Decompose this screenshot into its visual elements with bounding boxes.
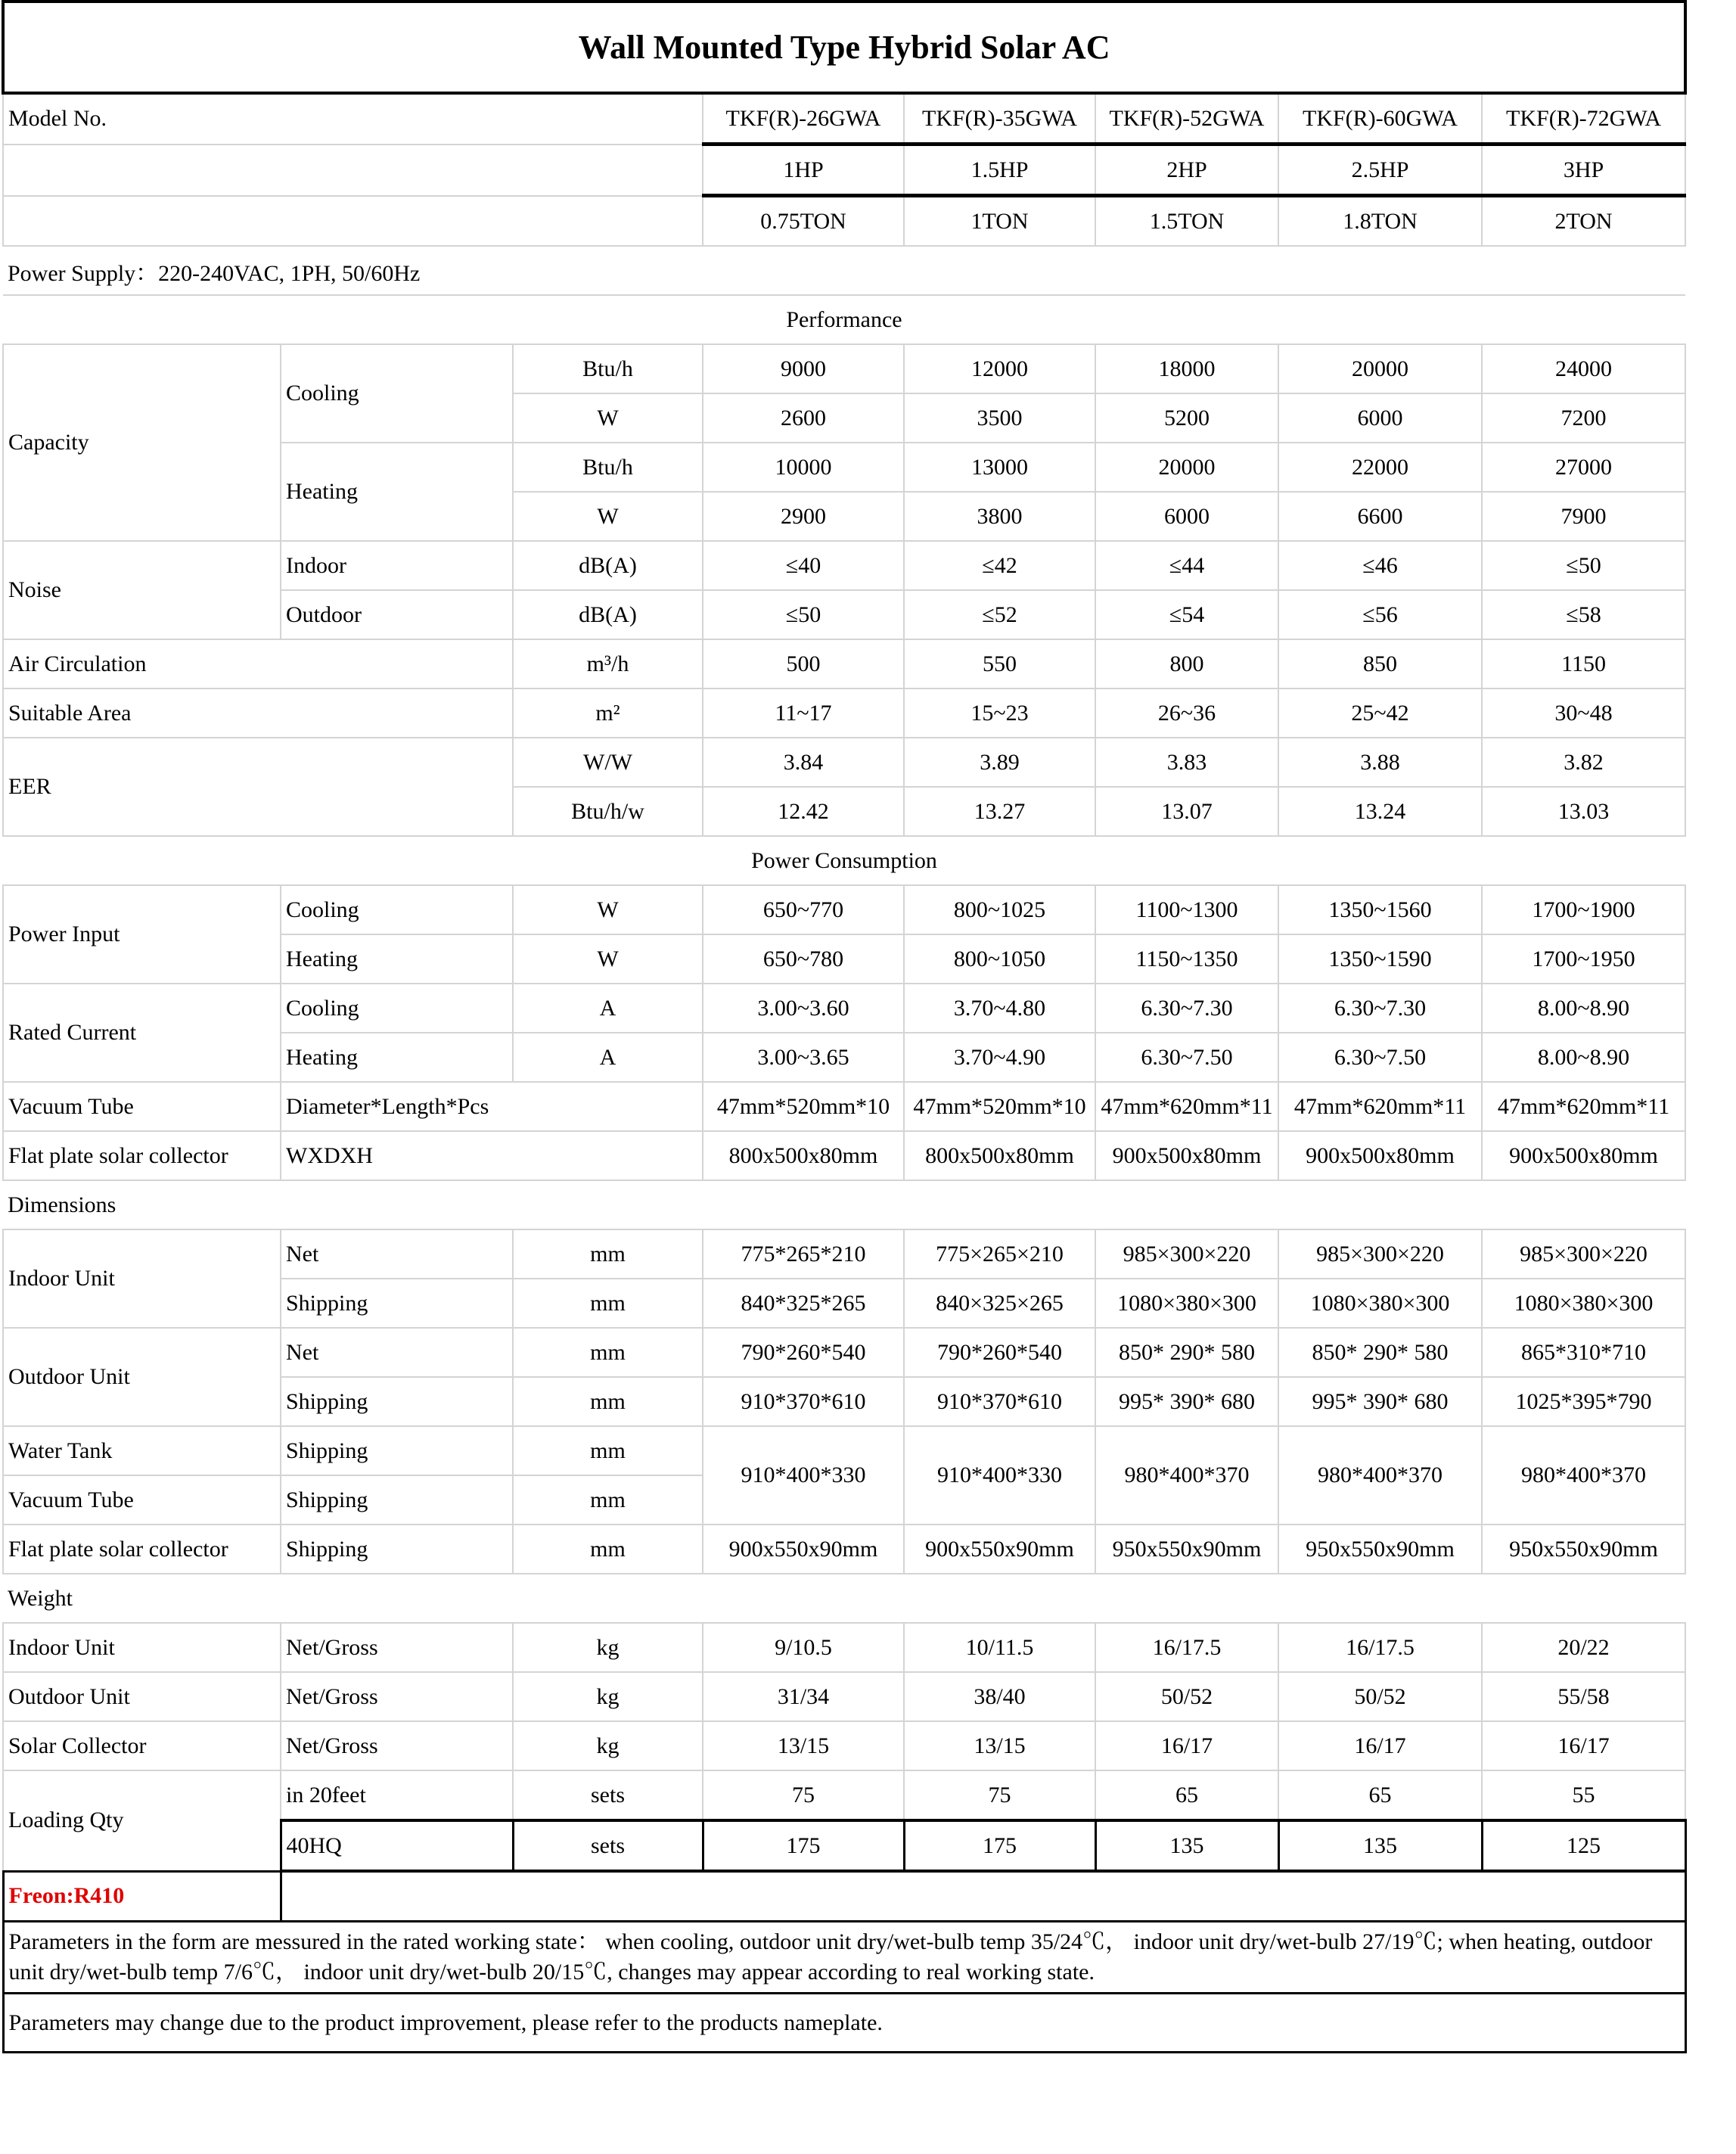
value-cell: 900x500x80mm [1278, 1131, 1482, 1180]
value-cell: 26~36 [1095, 688, 1278, 738]
row-label: Suitable Area [3, 688, 513, 738]
tonnage: 1.5TON [1095, 196, 1278, 247]
value-cell: 3.70~4.90 [904, 1033, 1095, 1082]
value-cell: 980*400*370 [1278, 1426, 1482, 1525]
value-cell: 3.82 [1482, 738, 1685, 787]
table-row [3, 1525, 1685, 1574]
value-cell: ≤50 [1482, 541, 1685, 590]
row-label: Solar Collector [3, 1721, 281, 1770]
footnote: Parameters in the form are messured in the rated working state： when cooling, outdoor unit dry/wet-bulb temp 35/24℃， indoor unit dry/wet-bulb 27/19℃; when heating, outdoor unit dry/wet-bulb temp 7/6℃， indoor unit dry/wet-bulb 20/15℃, changes may appear according to real working state. [3, 1922, 1685, 1994]
value-cell: 995* 390* 680 [1278, 1377, 1482, 1426]
value-cell: 27000 [1482, 443, 1685, 492]
value-cell: 16/17 [1278, 1721, 1482, 1770]
row-label: Power Input [3, 885, 281, 984]
unit: W [513, 885, 703, 934]
value-cell: 9000 [703, 344, 904, 393]
value-cell: 910*370*610 [904, 1377, 1095, 1426]
section-performance: Performance [3, 295, 1685, 344]
tonnage: 0.75TON [703, 196, 904, 247]
row-sublabel: Shipping [281, 1525, 513, 1574]
value-cell: ≤40 [703, 541, 904, 590]
row-sublabel: in 20feet [281, 1770, 513, 1820]
value-cell: 910*400*330 [904, 1426, 1095, 1525]
value-cell: 16/17.5 [1095, 1623, 1278, 1672]
power-supply: Power Supply：220-240VAC, 1PH, 50/60Hz [3, 246, 1685, 295]
value-cell: 55 [1482, 1770, 1685, 1820]
table-row [3, 885, 1685, 934]
table-row [3, 639, 1685, 688]
value-cell: 6000 [1095, 492, 1278, 541]
value-cell: 3500 [904, 393, 1095, 443]
value-cell: 30~48 [1482, 688, 1685, 738]
value-cell: 13/15 [904, 1721, 1095, 1770]
table-row [3, 1871, 1685, 1922]
value-cell: 65 [1095, 1770, 1278, 1820]
value-cell: 15~23 [904, 688, 1095, 738]
value-cell: 790*260*540 [904, 1328, 1095, 1377]
value-cell: 1700~1900 [1482, 885, 1685, 934]
unit: Btu/h [513, 344, 703, 393]
unit: sets [513, 1770, 703, 1820]
value-cell: 3800 [904, 492, 1095, 541]
value-cell: 135 [1095, 1820, 1278, 1871]
value-cell: 22000 [1278, 443, 1482, 492]
value-cell: 125 [1482, 1820, 1685, 1871]
row-label: Capacity [3, 344, 281, 541]
value-cell: 790*260*540 [703, 1328, 904, 1377]
value-cell: 25~42 [1278, 688, 1482, 738]
value-cell: 650~770 [703, 885, 904, 934]
value-cell: 980*400*370 [1095, 1426, 1278, 1525]
unit: A [513, 984, 703, 1033]
value-cell: 20000 [1095, 443, 1278, 492]
row-label: Indoor Unit [3, 1623, 281, 1672]
value-cell: 13/15 [703, 1721, 904, 1770]
value-cell: 985×300×220 [1482, 1229, 1685, 1279]
row-sublabel: WXDXH [281, 1131, 703, 1180]
value-cell: 7200 [1482, 393, 1685, 443]
value-cell: 3.89 [904, 738, 1095, 787]
row-sublabel: Shipping [281, 1279, 513, 1328]
unit: A [513, 1033, 703, 1082]
unit: sets [513, 1820, 703, 1871]
value-cell: 1080×380×300 [1278, 1279, 1482, 1328]
unit: Btu/h/w [513, 787, 703, 836]
value-cell: 13000 [904, 443, 1095, 492]
value-cell: 1100~1300 [1095, 885, 1278, 934]
value-cell: 3.83 [1095, 738, 1278, 787]
value-cell: 47mm*620mm*11 [1095, 1082, 1278, 1131]
value-cell: 6.30~7.50 [1095, 1033, 1278, 1082]
table-row [3, 1672, 1685, 1721]
unit: kg [513, 1672, 703, 1721]
row-sublabel: Net [281, 1229, 513, 1279]
row-label: Loading Qty [3, 1770, 281, 1871]
row-sublabel: Net/Gross [281, 1672, 513, 1721]
value-cell: 6.30~7.30 [1278, 984, 1482, 1033]
value-cell: ≤52 [904, 590, 1095, 639]
table-row [3, 145, 1685, 196]
value-cell: 900x550x90mm [904, 1525, 1095, 1574]
value-cell: 13.24 [1278, 787, 1482, 836]
row-label: Water Tank [3, 1426, 281, 1475]
value-cell: 5200 [1095, 393, 1278, 443]
value-cell: 6.30~7.30 [1095, 984, 1278, 1033]
tonnage: 1TON [904, 196, 1095, 247]
value-cell: 775×265×210 [904, 1229, 1095, 1279]
value-cell: 175 [703, 1820, 904, 1871]
value-cell: 800~1050 [904, 934, 1095, 984]
value-cell: 650~780 [703, 934, 904, 984]
value-cell: 10/11.5 [904, 1623, 1095, 1672]
value-cell: 3.00~3.65 [703, 1033, 904, 1082]
row-label: EER [3, 738, 513, 836]
table-row [3, 1082, 1685, 1131]
value-cell: ≤54 [1095, 590, 1278, 639]
row-sublabel: Net/Gross [281, 1721, 513, 1770]
value-cell: 175 [904, 1820, 1095, 1871]
row-sublabel: Heating [281, 1033, 513, 1082]
value-cell: 800x500x80mm [703, 1131, 904, 1180]
row-sublabel: 40HQ [281, 1820, 513, 1871]
empty-cell [3, 145, 703, 196]
value-cell: 16/17 [1482, 1721, 1685, 1770]
value-cell: ≤56 [1278, 590, 1482, 639]
row-sublabel: Outdoor [281, 590, 513, 639]
value-cell: 2600 [703, 393, 904, 443]
row-sublabel: Shipping [281, 1475, 513, 1525]
value-cell: 9/10.5 [703, 1623, 904, 1672]
value-cell: 50/52 [1278, 1672, 1482, 1721]
row-label: Flat plate solar collector [3, 1525, 281, 1574]
value-cell: 900x500x80mm [1095, 1131, 1278, 1180]
unit: dB(A) [513, 590, 703, 639]
tonnage: 1.8TON [1278, 196, 1482, 247]
model-name: TKF(R)-72GWA [1482, 93, 1685, 145]
value-cell: 31/34 [703, 1672, 904, 1721]
unit: W [513, 492, 703, 541]
horsepower: 2HP [1095, 145, 1278, 196]
value-cell: 550 [904, 639, 1095, 688]
horsepower: 1.5HP [904, 145, 1095, 196]
value-cell: 11~17 [703, 688, 904, 738]
unit: mm [513, 1426, 703, 1475]
row-sublabel: Cooling [281, 885, 513, 934]
unit: mm [513, 1475, 703, 1525]
horsepower: 3HP [1482, 145, 1685, 196]
unit: mm [513, 1229, 703, 1279]
value-cell: 12.42 [703, 787, 904, 836]
value-cell: 16/17.5 [1278, 1623, 1482, 1672]
value-cell: 3.00~3.60 [703, 984, 904, 1033]
row-sublabel: Shipping [281, 1426, 513, 1475]
footnote: Parameters may change due to the product improvement, please refer to the products nameplate. [3, 1994, 1685, 2053]
unit: mm [513, 1279, 703, 1328]
unit: dB(A) [513, 541, 703, 590]
row-label: Air Circulation [3, 639, 513, 688]
table-row [3, 1574, 1685, 1623]
row-sublabel: Shipping [281, 1377, 513, 1426]
value-cell: 47mm*620mm*11 [1278, 1082, 1482, 1131]
value-cell: 10000 [703, 443, 904, 492]
value-cell: 1350~1560 [1278, 885, 1482, 934]
row-label: Outdoor Unit [3, 1672, 281, 1721]
value-cell: 65 [1278, 1770, 1482, 1820]
value-cell: 1150~1350 [1095, 934, 1278, 984]
value-cell: 47mm*620mm*11 [1482, 1082, 1685, 1131]
table-row [3, 93, 1685, 145]
table-row [3, 344, 1685, 393]
table-row [3, 1922, 1685, 1994]
value-cell: 1025*395*790 [1482, 1377, 1685, 1426]
value-cell: 865*310*710 [1482, 1328, 1685, 1377]
value-cell: 6600 [1278, 492, 1482, 541]
row-sublabel: Diameter*Length*Pcs [281, 1082, 703, 1131]
value-cell: 775*265*210 [703, 1229, 904, 1279]
value-cell: 950x550x90mm [1278, 1525, 1482, 1574]
value-cell: 20000 [1278, 344, 1482, 393]
row-label: Vacuum Tube [3, 1082, 281, 1131]
value-cell: 8.00~8.90 [1482, 1033, 1685, 1082]
value-cell: 950x550x90mm [1095, 1525, 1278, 1574]
value-cell: 50/52 [1095, 1672, 1278, 1721]
unit: W/W [513, 738, 703, 787]
unit: Btu/h [513, 443, 703, 492]
table-row [3, 196, 1685, 247]
value-cell: 20/22 [1482, 1623, 1685, 1672]
spec-table [2, 0, 1687, 2053]
section-power-consumption: Power Consumption [3, 836, 1685, 885]
value-cell: 985×300×220 [1095, 1229, 1278, 1279]
value-cell: 980*400*370 [1482, 1426, 1685, 1525]
value-cell: 800x500x80mm [904, 1131, 1095, 1180]
freon-label: Freon:R410 [3, 1871, 281, 1922]
section-weight: Weight [3, 1574, 1685, 1623]
value-cell: 1080×380×300 [1095, 1279, 1278, 1328]
table-row [3, 836, 1685, 885]
unit: m³/h [513, 639, 703, 688]
value-cell: 850* 290* 580 [1278, 1328, 1482, 1377]
value-cell: 55/58 [1482, 1672, 1685, 1721]
row-sublabel: Heating [281, 443, 513, 541]
value-cell: 985×300×220 [1278, 1229, 1482, 1279]
value-cell: 995* 390* 680 [1095, 1377, 1278, 1426]
horsepower: 1HP [703, 145, 904, 196]
value-cell: 13.27 [904, 787, 1095, 836]
value-cell: 1080×380×300 [1482, 1279, 1685, 1328]
value-cell: ≤58 [1482, 590, 1685, 639]
row-sublabel: Cooling [281, 344, 513, 443]
table-row [3, 1623, 1685, 1672]
value-cell: 8.00~8.90 [1482, 984, 1685, 1033]
value-cell: 6.30~7.50 [1278, 1033, 1482, 1082]
table-row [3, 1180, 1685, 1229]
value-cell: 2900 [703, 492, 904, 541]
unit: m² [513, 688, 703, 738]
value-cell: 18000 [1095, 344, 1278, 393]
table-row [3, 541, 1685, 590]
row-sublabel: Net [281, 1328, 513, 1377]
value-cell: 910*370*610 [703, 1377, 904, 1426]
horsepower: 2.5HP [1278, 145, 1482, 196]
value-cell: ≤42 [904, 541, 1095, 590]
value-cell: ≤50 [703, 590, 904, 639]
row-sublabel: Indoor [281, 541, 513, 590]
empty-cell [281, 1871, 1685, 1922]
table-row [3, 688, 1685, 738]
value-cell: 910*400*330 [703, 1426, 904, 1525]
value-cell: 1150 [1482, 639, 1685, 688]
value-cell: 75 [904, 1770, 1095, 1820]
value-cell: 840*325*265 [703, 1279, 904, 1328]
table-row [3, 246, 1685, 295]
table-row [3, 1328, 1685, 1377]
row-label: Vacuum Tube [3, 1475, 281, 1525]
unit: kg [513, 1721, 703, 1770]
value-cell: 47mm*520mm*10 [904, 1082, 1095, 1131]
unit: W [513, 934, 703, 984]
row-label: Rated Current [3, 984, 281, 1082]
model-name: TKF(R)-60GWA [1278, 93, 1482, 145]
unit: W [513, 393, 703, 443]
value-cell: 1700~1950 [1482, 934, 1685, 984]
value-cell: ≤46 [1278, 541, 1482, 590]
empty-cell [3, 196, 703, 247]
value-cell: 75 [703, 1770, 904, 1820]
model-name: TKF(R)-35GWA [904, 93, 1095, 145]
table-row [3, 1721, 1685, 1770]
value-cell: 840×325×265 [904, 1279, 1095, 1328]
tonnage: 2TON [1482, 196, 1685, 247]
section-dimensions: Dimensions [3, 1180, 1685, 1229]
value-cell: 135 [1278, 1820, 1482, 1871]
value-cell: 12000 [904, 344, 1095, 393]
value-cell: 900x550x90mm [703, 1525, 904, 1574]
row-sublabel: Cooling [281, 984, 513, 1033]
value-cell: 16/17 [1095, 1721, 1278, 1770]
table-row [3, 295, 1685, 344]
value-cell: 38/40 [904, 1672, 1095, 1721]
table-row [3, 1426, 1685, 1475]
value-cell: 900x500x80mm [1482, 1131, 1685, 1180]
value-cell: 800 [1095, 639, 1278, 688]
value-cell: 800~1025 [904, 885, 1095, 934]
row-sublabel: Net/Gross [281, 1623, 513, 1672]
value-cell: 3.84 [703, 738, 904, 787]
unit: mm [513, 1525, 703, 1574]
value-cell: 13.07 [1095, 787, 1278, 836]
model-label: Model No. [3, 93, 703, 145]
value-cell: 3.88 [1278, 738, 1482, 787]
value-cell: 6000 [1278, 393, 1482, 443]
value-cell: 500 [703, 639, 904, 688]
value-cell: 24000 [1482, 344, 1685, 393]
value-cell: 850 [1278, 639, 1482, 688]
table-row [3, 1770, 1685, 1820]
table-row [3, 2, 1685, 93]
table-row [3, 1131, 1685, 1180]
table-row [3, 1994, 1685, 2053]
value-cell: 1350~1590 [1278, 934, 1482, 984]
page-title: Wall Mounted Type Hybrid Solar AC [3, 2, 1685, 93]
table-row [3, 738, 1685, 787]
unit: mm [513, 1328, 703, 1377]
unit: kg [513, 1623, 703, 1672]
row-label: Outdoor Unit [3, 1328, 281, 1426]
model-name: TKF(R)-26GWA [703, 93, 904, 145]
value-cell: ≤44 [1095, 541, 1278, 590]
value-cell: 850* 290* 580 [1095, 1328, 1278, 1377]
row-label: Noise [3, 541, 281, 639]
value-cell: 47mm*520mm*10 [703, 1082, 904, 1131]
value-cell: 13.03 [1482, 787, 1685, 836]
row-sublabel: Heating [281, 934, 513, 984]
value-cell: 7900 [1482, 492, 1685, 541]
value-cell: 950x550x90mm [1482, 1525, 1685, 1574]
table-row [3, 1229, 1685, 1279]
value-cell: 3.70~4.80 [904, 984, 1095, 1033]
unit: mm [513, 1377, 703, 1426]
row-label: Flat plate solar collector [3, 1131, 281, 1180]
row-label: Indoor Unit [3, 1229, 281, 1328]
model-name: TKF(R)-52GWA [1095, 93, 1278, 145]
table-row [3, 984, 1685, 1033]
